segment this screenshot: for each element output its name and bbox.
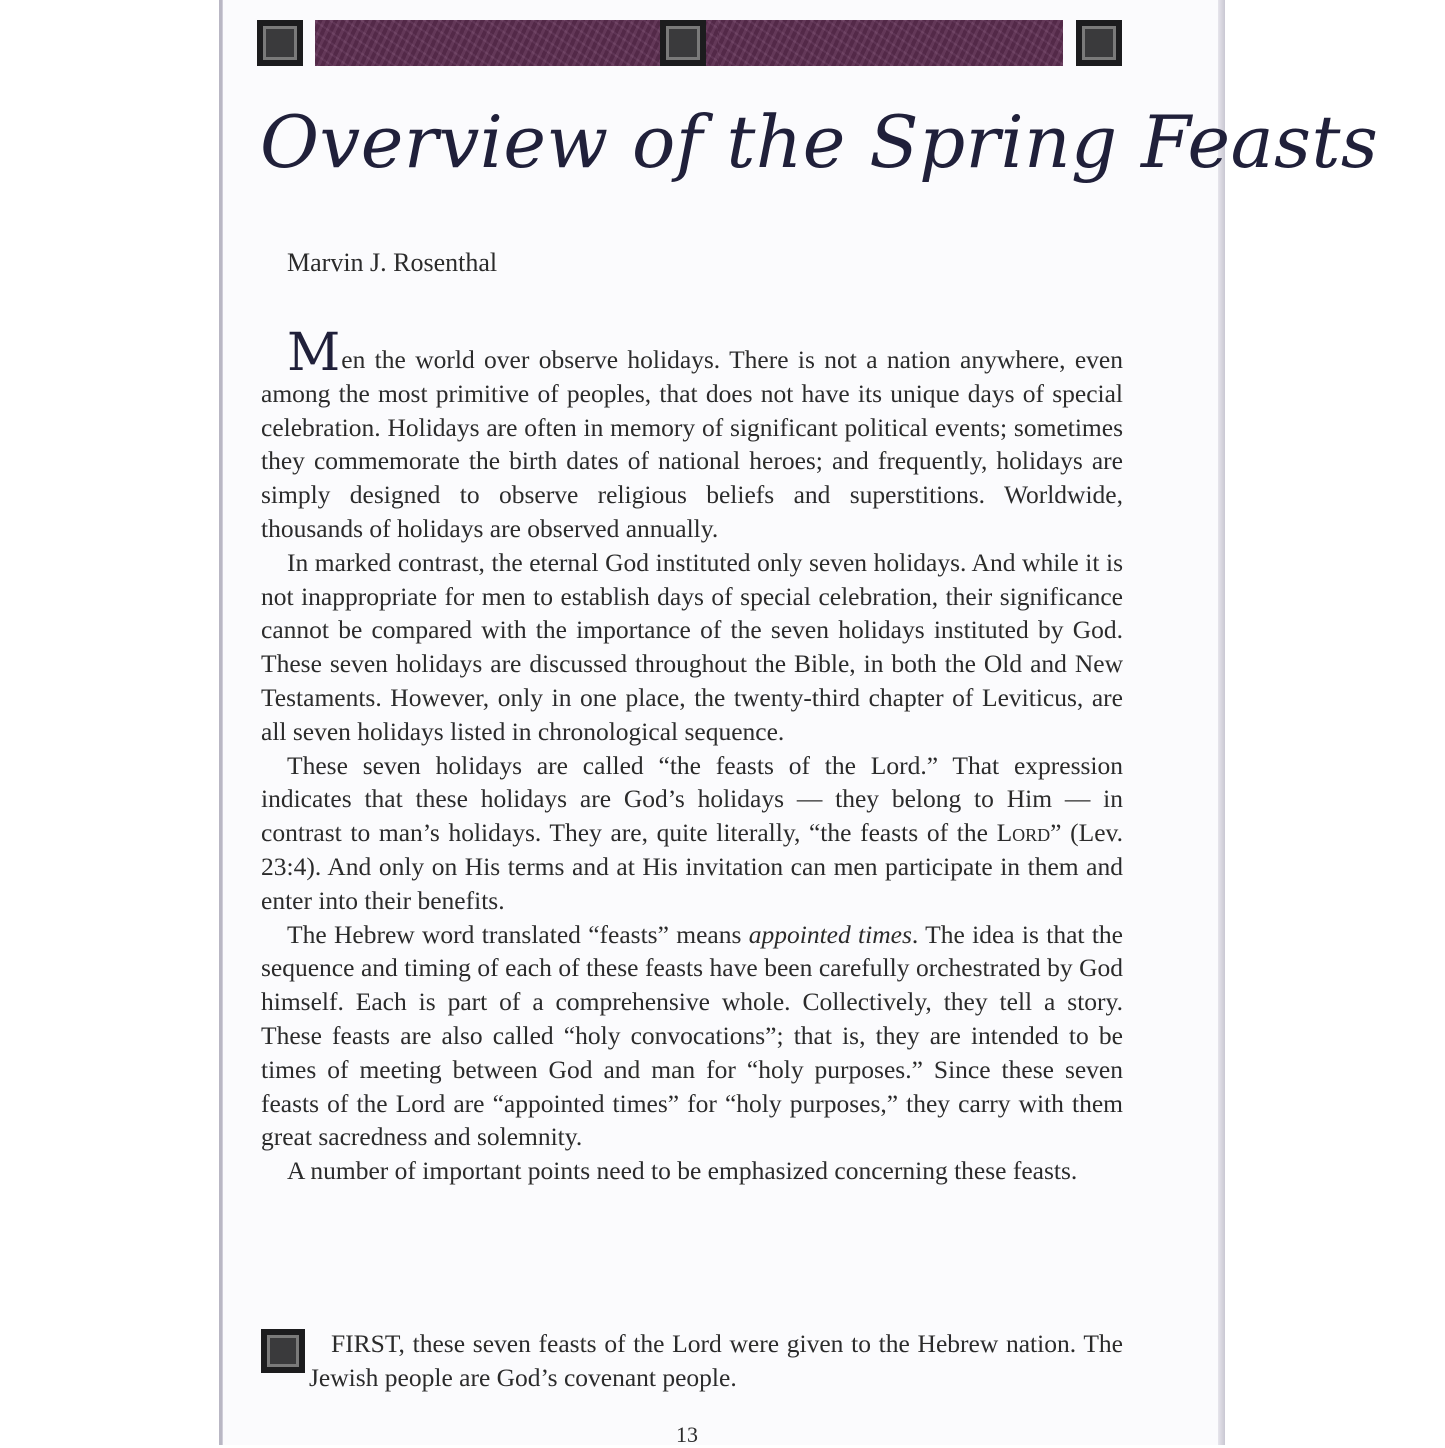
paragraph-3 [261,749,1123,918]
author-name: Marvin J. Rosenthal [287,248,498,277]
paragraph-1 [261,323,1123,546]
decorative-header-bar [257,20,1124,68]
lord-small-caps: Lord [996,818,1051,848]
page-edge-left [219,0,222,1445]
paragraph-3-text-b: ” (Lev. 23:4). And only on His terms and at His invitation can men participate in them and enter into their benefits. [261,818,1123,915]
drop-cap: M [287,323,341,383]
ornament-square-icon [1076,20,1122,66]
ornament-square-icon [257,20,303,66]
paragraph-2: In marked contrast, the eternal God instituted only seven holidays. And while it is not inappropriate for men to establish days of special celebration, their significance cannot be compared with the importance of the seven holidays instituted by God. These seven holidays are discussed throughout the Bible, in both the Old and New Testaments. However, only in one place, the twenty-third chapter of Leviticus, are all seven holidays listed in chronological sequence. [261,547,1123,746]
point-first [261,1327,1123,1395]
paragraph-3-text-a: These seven holidays are called “the feasts of the Lord.” That expression indicates that these holidays are God’s holidays — they belong to Him — in contrast to man’s holidays. They are, quite literally, “the feasts of the [261,750,1123,848]
ornament-band [718,20,1063,66]
paragraph-5: A number of important points need to be emphasized concerning these feasts. [287,1156,1078,1186]
ornament-square-icon [660,20,706,66]
emphasis-appointed-times: appointed times [748,919,912,949]
paragraph-4-text-b: . The idea is that the sequence and timing of each of these feasts have been carefully orchestrated by God himself. Each is part of a comprehensive whole. Collectively, they tell a story. These feasts are also called “holy convocations”; that is, they are intended to be times of meeting between God and man for “holy purposes.” Since these seven feasts of the Lord are “appointed times” for “holy purposes,” they carry with them great sacredness and solemnity. [261,919,1123,1152]
bullet-square-icon [261,1329,305,1373]
point-first-text: FIRST, these seven feasts of the Lord were given to the Hebrew nation. The Jewish people are God’s covenant people. [309,1329,1123,1392]
page-title: Overview of the Spring Feasts [260,100,1379,184]
paragraph-4-text-a: The Hebrew word translated “feasts” means [287,919,749,949]
article-body [261,323,1123,1188]
paragraph-1-text: en the world over observe holidays. There is not a nation anywhere, even among the most primitive of peoples, that does not have its unique days of special celebration. Holidays are often in memory of significant political events; sometimes they commemorate the birth dates of national heroes; and frequently, holidays are simply designed to observe religious beliefs and superstitions. Worldwide, thousands of holidays are observed annually. [261,345,1123,543]
page-edge-right [1218,0,1225,1445]
paragraph-4 [261,918,1123,1155]
page-number: 13 [676,1422,698,1447]
